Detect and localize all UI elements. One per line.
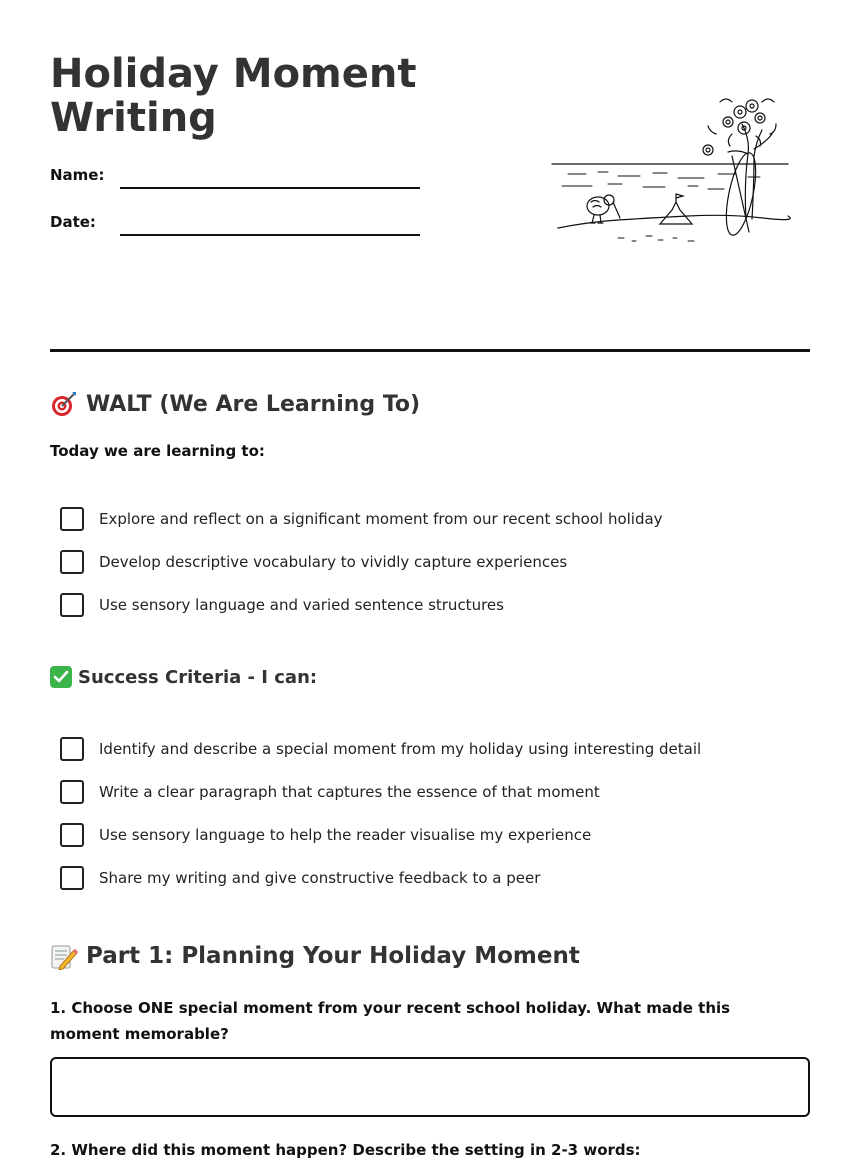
name-label: Name:: [50, 166, 105, 184]
success-item-label: Write a clear paragraph that captures the essence of that moment: [99, 783, 600, 801]
walt-lead: Today we are learning to:: [50, 442, 265, 460]
part1-heading-text: Part 1: Planning Your Holiday Moment: [86, 943, 580, 969]
success-item[interactable]: [60, 736, 701, 762]
checkbox[interactable]: [60, 780, 84, 804]
answer-box-1[interactable]: [50, 1057, 810, 1117]
checkbox[interactable]: [60, 507, 84, 531]
success-item-label: Use sensory language to help the reader visualise my experience: [99, 826, 592, 844]
question-2: 2. Where did this moment happen? Describe the setting in 2-3 words:: [50, 1141, 641, 1159]
question-1: 1. Choose ONE special moment from your recent school holiday. What made this moment memorable?: [50, 999, 731, 1043]
page-title: Holiday Moment Writing: [50, 51, 417, 141]
target-dart-icon: [50, 390, 78, 418]
checkbox[interactable]: [60, 550, 84, 574]
walt-heading-text: WALT (We Are Learning To): [86, 391, 421, 417]
walt-item[interactable]: [60, 549, 567, 575]
section-divider: [50, 349, 810, 352]
success-heading: [50, 666, 317, 688]
checkbox[interactable]: [60, 737, 84, 761]
walt-item-label: Use sensory language and varied sentence structures: [99, 596, 504, 614]
success-item[interactable]: [60, 865, 540, 891]
memo-pencil-icon: [50, 942, 78, 970]
check-mark-button-icon: [50, 666, 72, 688]
success-item[interactable]: [60, 822, 591, 848]
success-item[interactable]: [60, 779, 600, 805]
walt-item[interactable]: [60, 506, 663, 532]
checkbox[interactable]: [60, 823, 84, 847]
beach-illustration: [548, 94, 793, 244]
checkbox[interactable]: [60, 593, 84, 617]
walt-item-label: Explore and reflect on a significant moment from our recent school holiday: [99, 510, 663, 528]
checkbox[interactable]: [60, 866, 84, 890]
success-item-label: Identify and describe a special moment from my holiday using interesting detail: [99, 740, 702, 758]
walt-item[interactable]: [60, 592, 504, 618]
part1-heading: [50, 942, 580, 970]
success-item-label: Share my writing and give constructive feedback to a peer: [99, 869, 541, 887]
name-line[interactable]: [120, 187, 420, 189]
walt-heading: [50, 390, 420, 418]
walt-item-label: Develop descriptive vocabulary to vividly capture experiences: [99, 553, 568, 571]
date-line[interactable]: [120, 234, 420, 236]
success-heading-text: Success Criteria - I can:: [78, 666, 318, 688]
date-label: Date:: [50, 213, 96, 231]
